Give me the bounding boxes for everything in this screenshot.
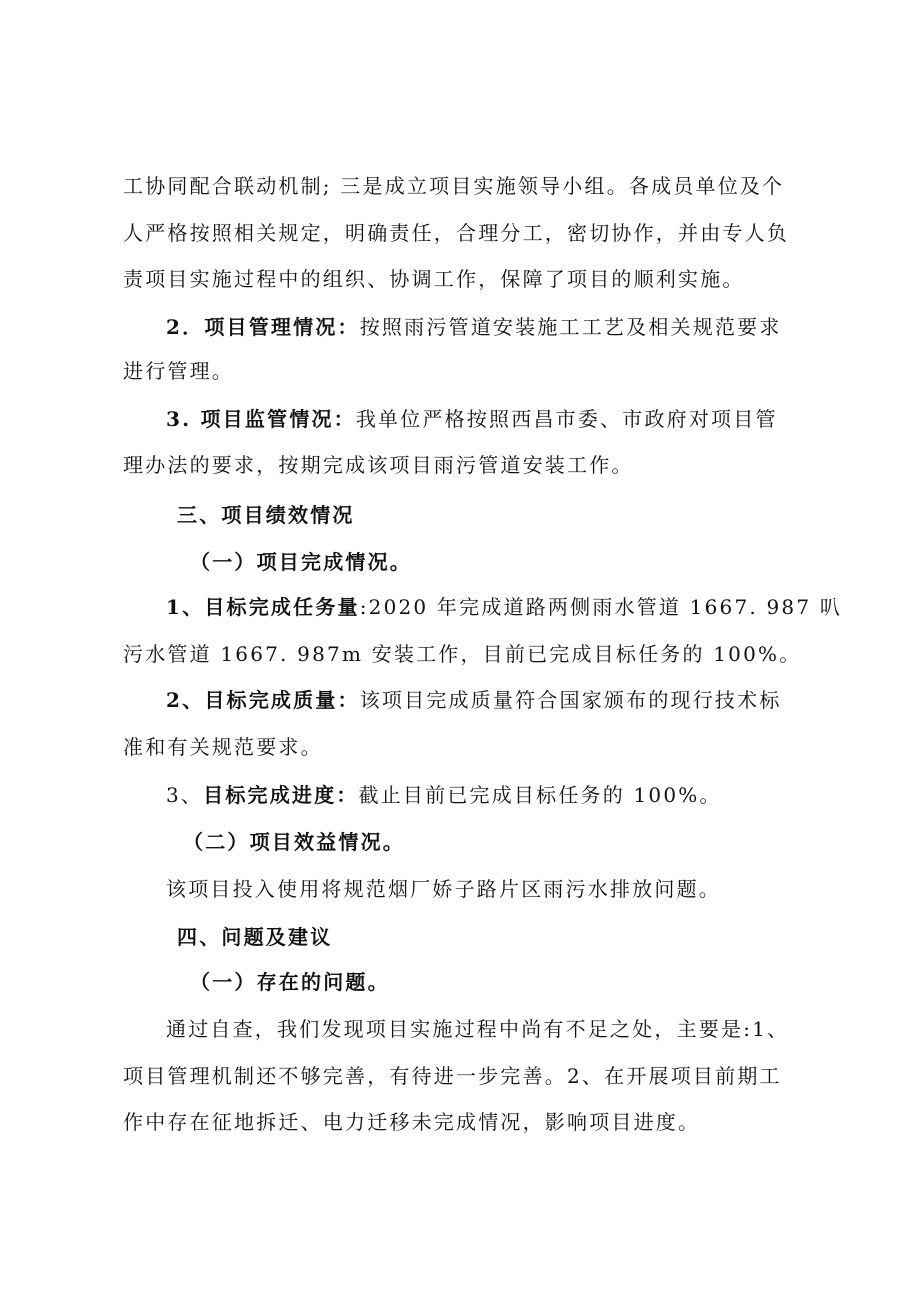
body-text-line xyxy=(166,875,721,903)
line-text: 我单位严格按照西昌市委、市政府对项目管 xyxy=(355,407,778,431)
body-text-line xyxy=(123,219,789,247)
line-text: 人严格按照相关规定，明确责任，合理分工，密切协作，并由专人负 xyxy=(123,221,789,245)
line-text: 该项目完成质量符合国家颁布的现行技术标 xyxy=(359,688,782,712)
line-text: 通过自查，我们发现项目实施过程中尚有不足之处，主要是:1、 xyxy=(166,1017,790,1041)
body-text-line xyxy=(166,1015,789,1043)
line-text: 项目管理机制还不够完善，有待进一步完善。2、在开展项目前期工 xyxy=(123,1064,782,1088)
body-text-line xyxy=(123,733,323,761)
subheading-benefits xyxy=(183,828,405,856)
list-prefix: 3、 xyxy=(166,783,204,807)
body-text-line xyxy=(123,357,234,385)
heading-text: 三、项目绩效情况 xyxy=(177,503,355,527)
body-text-line xyxy=(123,172,784,200)
project-supervision-label: 3. 项目监管情况： xyxy=(166,407,356,431)
line-text: 截止目前已完成目标任务的 100%。 xyxy=(358,783,722,807)
body-text-line xyxy=(123,451,634,479)
subheading-existing-problems xyxy=(190,968,390,996)
heading-text: （二）项目效益情况。 xyxy=(183,830,405,854)
subheading-completion xyxy=(190,548,412,576)
project-management-paragraph xyxy=(166,313,782,341)
section-heading-performance xyxy=(177,501,355,529)
heading-text: （一）存在的问题。 xyxy=(190,970,390,994)
heading-text: 四、问题及建议 xyxy=(177,925,333,949)
line-text: 责项目实施过程中的组织、协调工作，保障了项目的顺利实施。 xyxy=(123,267,745,291)
line-text: 准和有关规范要求。 xyxy=(123,735,323,759)
target-quality-label: 2、目标完成质量： xyxy=(166,688,360,712)
project-supervision-paragraph xyxy=(166,405,778,433)
heading-text: （一）项目完成情况。 xyxy=(190,550,412,574)
line-text: 工协同配合联动机制; 三是成立项目实施领导小组。各成员单位及个 xyxy=(123,174,785,198)
target-quantity-label: 1、目标完成任务量 xyxy=(166,595,360,619)
project-management-label: 2．项目管理情况： xyxy=(166,315,360,339)
body-text-line xyxy=(123,265,745,293)
body-text-line xyxy=(123,640,801,668)
target-quantity-paragraph xyxy=(166,593,842,621)
line-text: 该项目投入使用将规范烟厂娇子路片区雨污水排放问题。 xyxy=(166,877,721,901)
line-text: 进行管理。 xyxy=(123,359,234,383)
line-text: 污水管道 1667. 987m 安装工作，目前已完成目标任务的 100%。 xyxy=(123,642,802,666)
target-quality-paragraph xyxy=(166,686,782,714)
target-progress-paragraph xyxy=(166,781,722,809)
line-text: 作中存在征地拆迁、电力迁移未完成情况，影响项目进度。 xyxy=(123,1110,701,1134)
line-text: :2020 年完成道路两侧雨水管道 1667. 987 叭 xyxy=(359,595,843,619)
section-heading-issues xyxy=(177,923,332,951)
body-text-line xyxy=(123,1108,700,1136)
line-text: 按照雨污管道安装施工工艺及相关规范要求 xyxy=(359,315,782,339)
body-text-line xyxy=(123,1062,782,1090)
line-text: 理办法的要求，按期完成该项目雨污管道安装工作。 xyxy=(123,453,634,477)
target-progress-label: 目标完成进度： xyxy=(203,783,359,807)
